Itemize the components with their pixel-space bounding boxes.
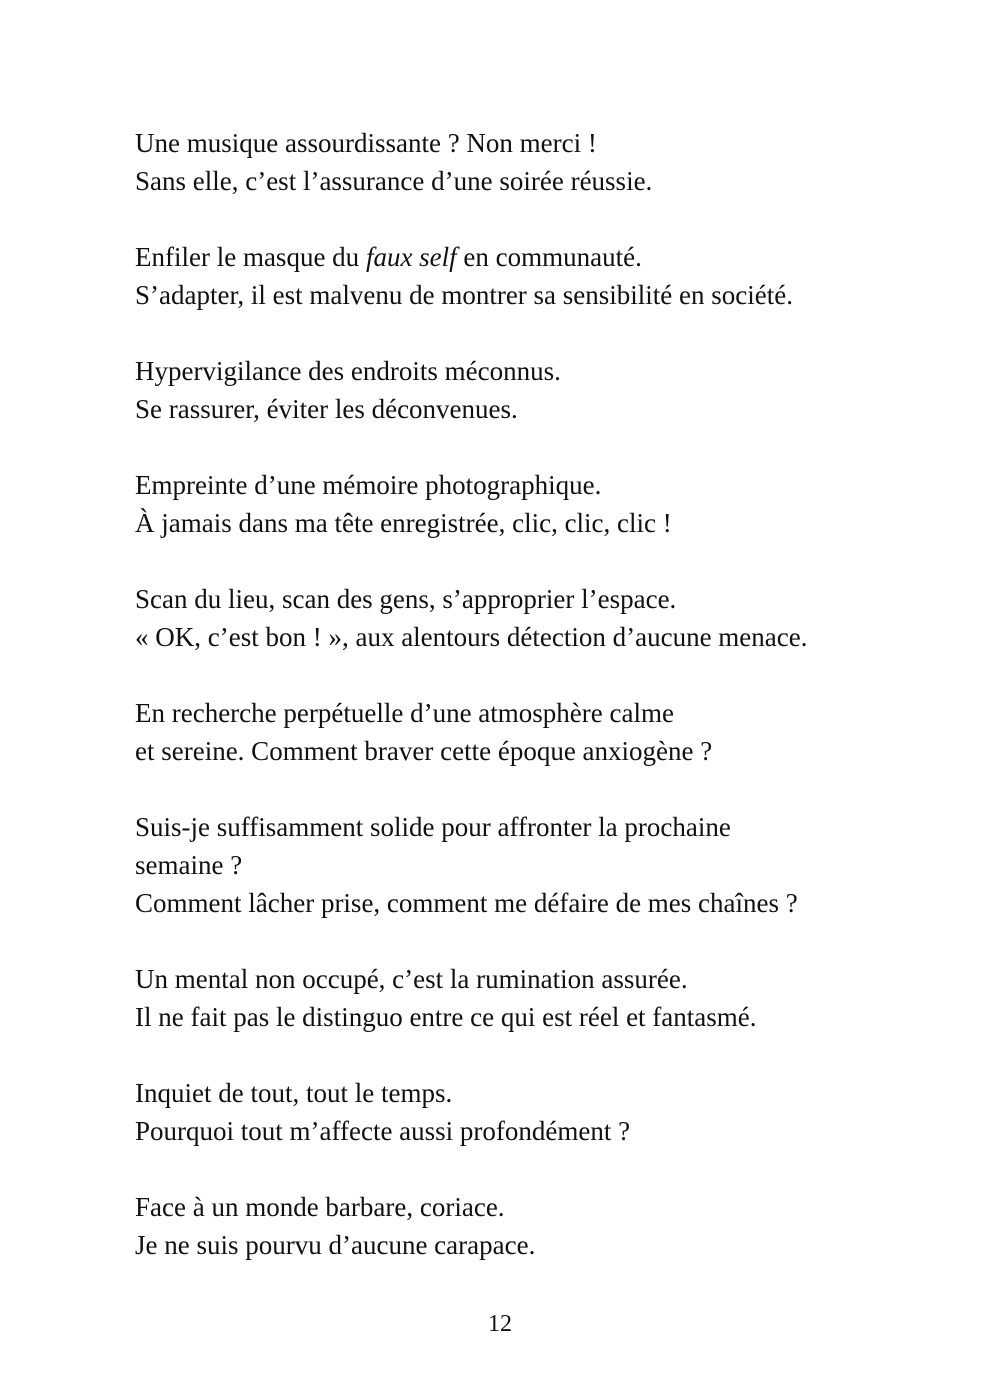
stanza-4	[135, 466, 915, 542]
poem-line: Comment lâcher prise, comment me défaire de mes chaînes ?	[135, 888, 798, 918]
stanza-9	[135, 1074, 915, 1150]
poem-line: Il ne fait pas le distinguo entre ce qui est réel et fantasmé.	[135, 1002, 757, 1032]
stanza-1	[135, 124, 915, 200]
poem-line: Hypervigilance des endroits méconnus.	[135, 356, 561, 386]
italic-term: faux self	[365, 242, 457, 272]
poem-line-segment: Enfiler le masque du	[135, 242, 366, 272]
poem-line: Se rassurer, éviter les déconvenues.	[135, 394, 518, 424]
poem-line: Inquiet de tout, tout le temps.	[135, 1078, 453, 1108]
poem-line: et sereine. Comment braver cette époque anxiogène ?	[135, 736, 713, 766]
poem-line: S’adapter, il est malvenu de montrer sa sensibilité en société.	[135, 280, 793, 310]
stanza-8	[135, 960, 915, 1036]
poem-line: Sans elle, c’est l’assurance d’une soirée réussie.	[135, 166, 653, 196]
poem-line: À jamais dans ma tête enregistrée, clic, clic, clic !	[135, 508, 672, 538]
poem-line: Je ne suis pourvu d’aucune carapace.	[135, 1230, 536, 1260]
stanza-2	[135, 238, 915, 314]
poem-line: Un mental non occupé, c’est la rumination assurée.	[135, 964, 688, 994]
stanza-10	[135, 1188, 915, 1264]
poem-line	[135, 238, 915, 276]
stanza-3	[135, 352, 915, 428]
stanza-5	[135, 580, 915, 656]
poem-line: Empreinte d’une mémoire photographique.	[135, 470, 602, 500]
poem-body	[135, 124, 915, 1302]
page-number: 12	[488, 1311, 512, 1337]
poem-line: Une musique assourdissante ? Non merci !	[135, 128, 597, 158]
poem-line-segment: en communauté.	[456, 242, 642, 272]
poem-line: Suis-je suffisamment solide pour affronter la prochaine	[135, 812, 731, 842]
poem-line: Scan du lieu, scan des gens, s’approprier l’espace.	[135, 584, 677, 614]
stanza-6	[135, 694, 915, 770]
poem-line: Pourquoi tout m’affecte aussi profondément ?	[135, 1116, 631, 1146]
poem-line: En recherche perpétuelle d’une atmosphère calme	[135, 698, 674, 728]
stanza-7	[135, 808, 915, 922]
poem-line: Face à un monde barbare, coriace.	[135, 1192, 505, 1222]
poem-line: semaine ?	[135, 850, 243, 880]
poem-line: « OK, c’est bon ! », aux alentours détection d’aucune menace.	[135, 622, 808, 652]
